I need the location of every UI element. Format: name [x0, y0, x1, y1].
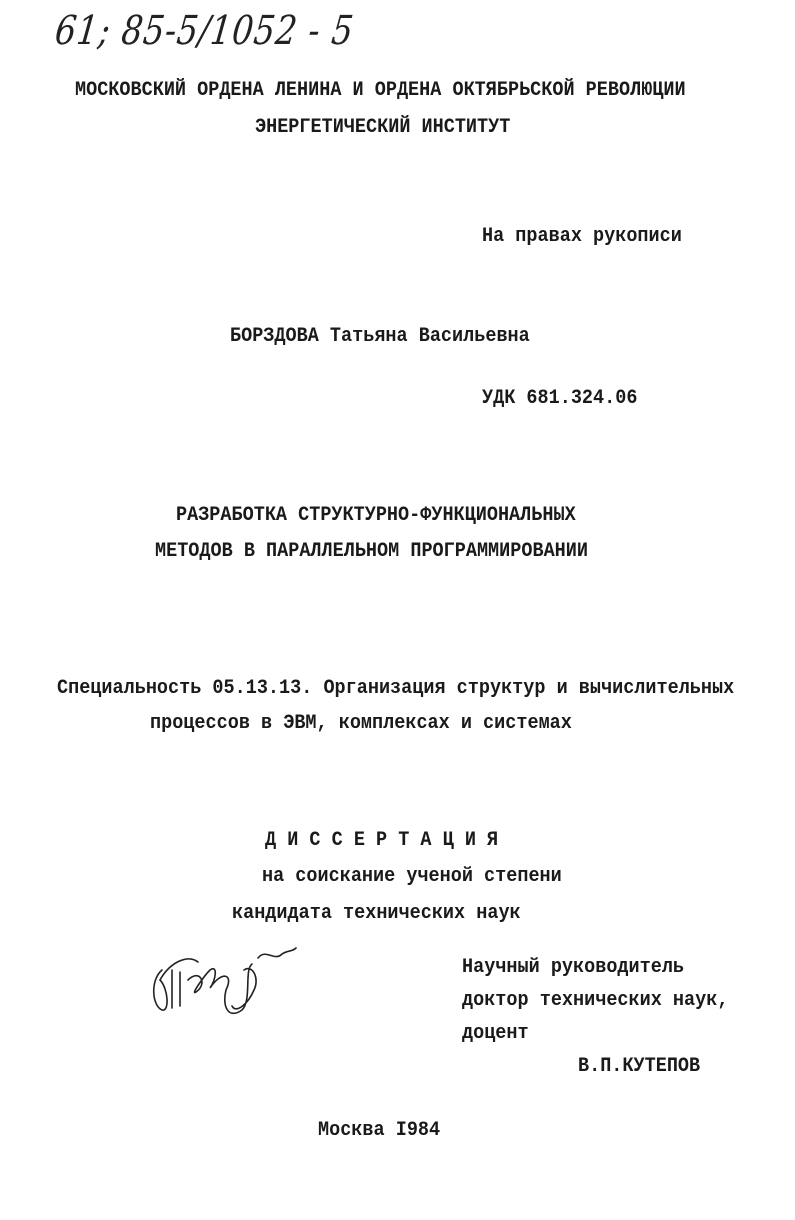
- specialty-line2: процессов в ЭВМ, комплексах и системах: [150, 711, 572, 735]
- place-year: Москва I984: [318, 1118, 441, 1142]
- supervisor-role: Научный руководитель: [462, 955, 685, 979]
- manuscript-rights: На правах рукописи: [482, 224, 682, 248]
- specialty-line1: Специальность 05.13.13. Организация структур и вычислительных: [57, 676, 735, 700]
- title-line2: МЕТОДОВ В ПАРАЛЛЕЛЬНОМ ПРОГРАММИРОВАНИИ: [155, 539, 588, 563]
- supervisor-title: доктор технических наук,: [462, 988, 729, 1012]
- udc-code: УДК 681.324.06: [482, 386, 638, 410]
- degree-line1: на соискание ученой степени: [262, 864, 562, 888]
- supervisor-name: В.П.КУТЕПОВ: [578, 1054, 701, 1078]
- degree-heading: Д И С С Е Р Т А Ц И Я: [265, 828, 499, 852]
- supervisor-rank: доцент: [462, 1021, 529, 1045]
- author-name: БОРЗДОВА Татьяна Васильевна: [230, 324, 530, 348]
- author-signature: [148, 940, 298, 1025]
- archive-number-handwritten: 61; 85-5/1052 - 5: [52, 8, 357, 54]
- title-line1: РАЗРАБОТКА СТРУКТУРНО-ФУНКЦИОНАЛЬНЫХ: [176, 503, 576, 527]
- institution-line2: ЭНЕРГЕТИЧЕСКИЙ ИНСТИТУТ: [255, 115, 511, 139]
- degree-line2: кандидата технических наук: [232, 901, 521, 925]
- institution-line1: МОСКОВСКИЙ ОРДЕНА ЛЕНИНА И ОРДЕНА ОКТЯБРЬСКОЙ РЕВОЛЮЦИИ: [75, 78, 686, 102]
